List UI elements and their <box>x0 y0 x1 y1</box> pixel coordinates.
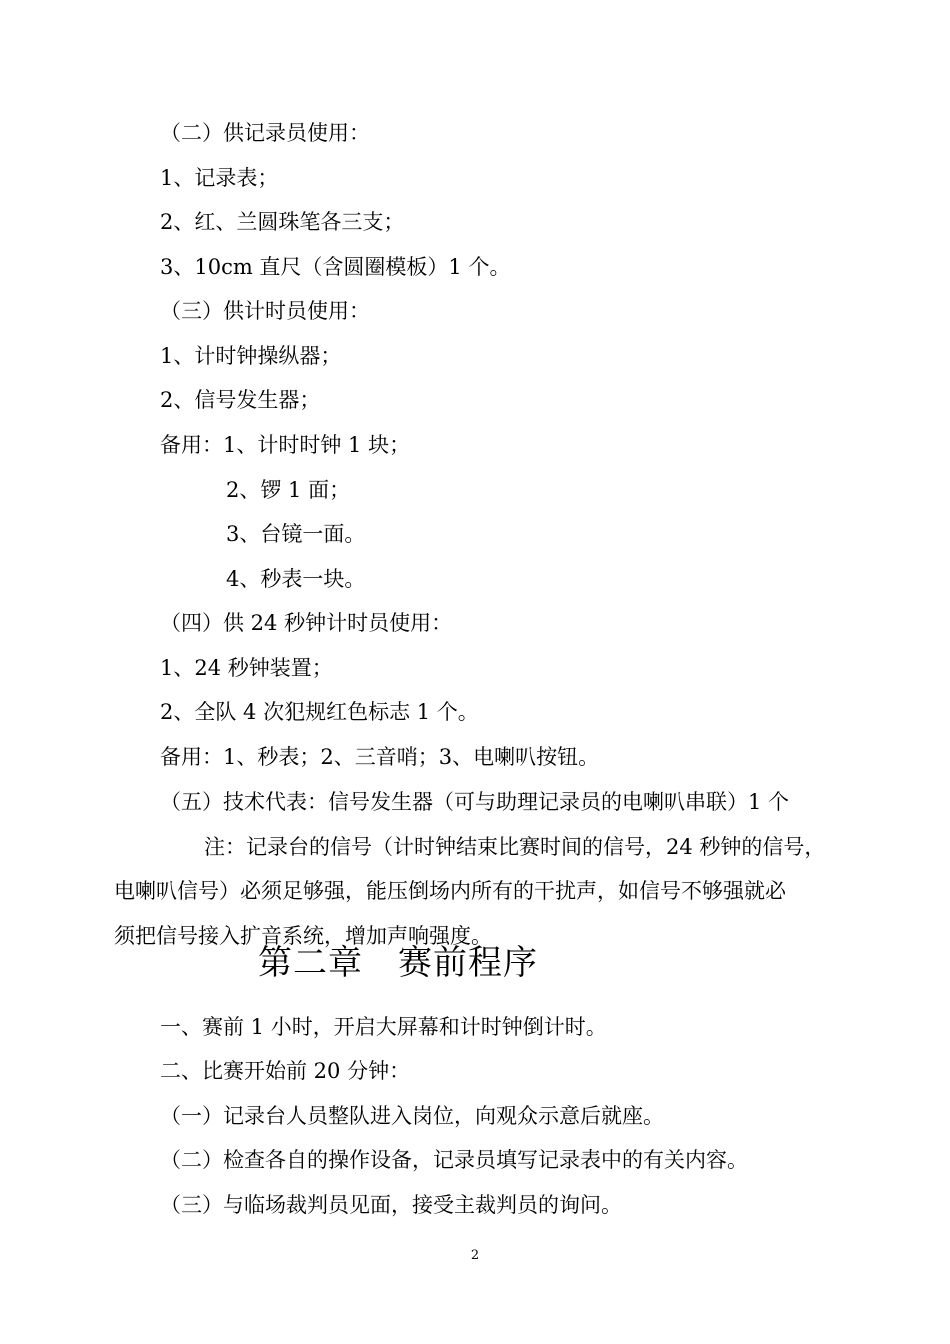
paragraph: 一、赛前 1 小时，开启大屏幕和计时钟倒计时。 <box>160 1015 607 1039</box>
list-item: 1、计时钟操纵器； <box>160 344 342 368</box>
note-line: 电喇叭信号）必须足够强，能压倒场内所有的干扰声，如信号不够强就必 <box>114 879 786 903</box>
backup-item: 4、秒表一块。 <box>226 567 366 591</box>
list-item: 2、红、兰圆珠笔各三支； <box>160 210 405 234</box>
page-number: 2 <box>470 1248 480 1263</box>
paragraph: 二、比赛开始前 20 分钟： <box>160 1059 411 1083</box>
backup-line: 备用：1、秒表；2、三音哨；3、电喇叭按钮。 <box>160 745 600 769</box>
section-b-title: （二）供记录员使用： <box>160 121 370 145</box>
list-item: 1、24 秒钟装置； <box>160 656 333 680</box>
section-c-title: （三）供计时员使用： <box>160 299 370 323</box>
list-item: 2、全队 4 次犯规红色标志 1 个。 <box>160 700 479 724</box>
backup-line: 备用：1、计时时钟 1 块； <box>160 433 411 457</box>
list-item: 1、记录表； <box>160 166 279 190</box>
note-line: 须把信号接入扩音系统，增加声响强度。 <box>114 924 492 948</box>
section-d-title: （四）供 24 秒钟计时员使用： <box>160 611 453 635</box>
paragraph: （一）记录台人员整队进入岗位，向观众示意后就座。 <box>160 1104 664 1128</box>
list-item: 2、信号发生器； <box>160 388 321 412</box>
paragraph: （三）与临场裁判员见面，接受主裁判员的询问。 <box>160 1193 622 1217</box>
chapter-heading: 第二章 赛前程序 <box>258 943 538 983</box>
list-item: 3、10cm 直尺（含圆圈模板）1 个。 <box>160 255 511 279</box>
backup-item: 3、台镜一面。 <box>226 522 366 546</box>
paragraph: （二）检查各自的操作设备，记录员填写记录表中的有关内容。 <box>160 1148 748 1172</box>
section-e-title: （五）技术代表：信号发生器（可与助理记录员的电喇叭串联）1 个 <box>160 790 790 814</box>
backup-item: 2、锣 1 面； <box>226 478 351 502</box>
note-line: 注：记录台的信号（计时钟结束比赛时间的信号，24 秒钟的信号， <box>204 835 826 859</box>
